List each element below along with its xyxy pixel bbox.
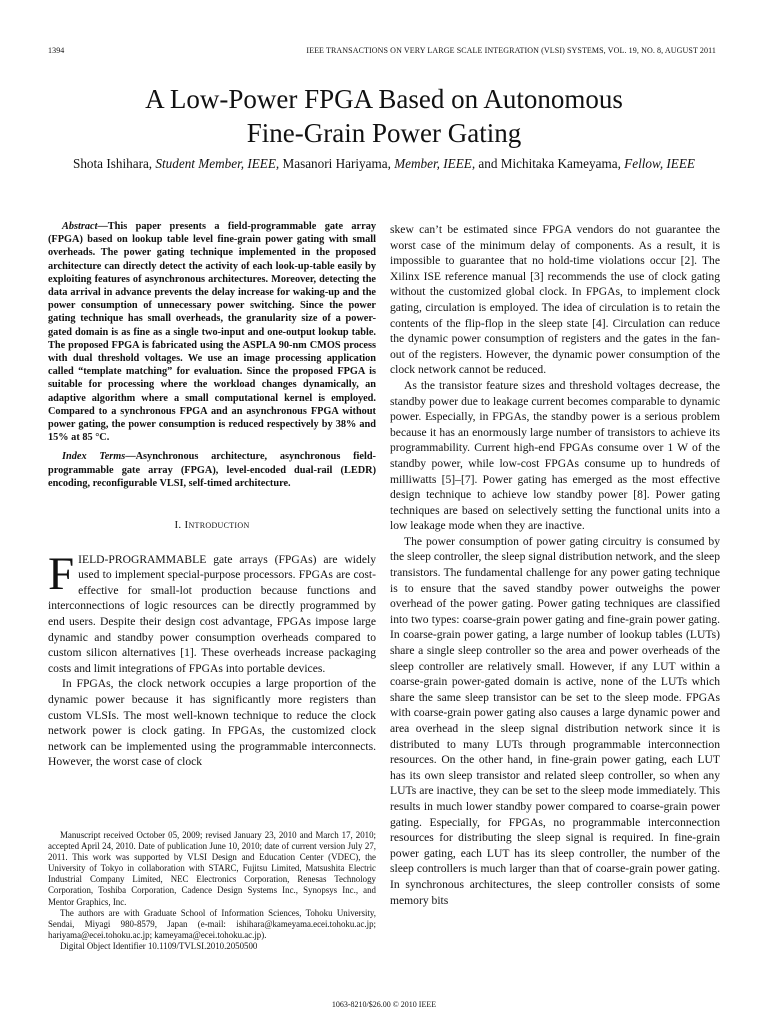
index-terms-lead: Index Terms: [62, 451, 126, 463]
drop-cap: F: [48, 547, 75, 600]
right-paragraph-2: As the transistor feature sizes and threshold voltages decrease, the standby power due to leakage current becomes comparable to dynamic power. Especially, in FPGAs, the standby power is a serious problem because it has an enormously large number of transistors to achieve its programmability. Current high-end FPGAs consume over 1 W of the standby power, while low-cost FPGAs consume up to hundreds of milliwatts [5]–[7]. Power gating has emerged as the most effective design technique to achieve low standby power [8]. Power gating techniques are based on selectively setting the functional units into a low leakage mode when they are inactive.: [390, 378, 720, 533]
author-1-affiliation: Student Member, IEEE,: [155, 156, 280, 171]
author-3-name: Michitaka Kameyama,: [500, 156, 621, 171]
title-line-2: Fine-Grain Power Gating: [246, 118, 522, 148]
title-line-1: A Low-Power FPGA Based on Autonomous: [145, 84, 623, 114]
author-conjunction: and: [478, 156, 498, 171]
footnotes: [48, 830, 376, 952]
author-1-name: Shota Ishihara,: [73, 156, 153, 171]
author-2-name: Masanori Hariyama,: [282, 156, 391, 171]
footnote-doi: Digital Object Identifier 10.1109/TVLSI.2010.2050500: [60, 940, 258, 951]
abstract-text: —This paper presents a field-programmable gate array (FPGA) based on lookup table level fine-grain power gating with small overheads. The power gating technique implemented in the proposed architecture can directly detect the activity of each look-up-table easily by exploiting features of asynchronous architectures. Moreover, detecting the data arrival in advance prevents the delay increase for waking-up and the power consumption of unnecessary power switching. Since the power gating technique has small overheads, the granularity size of a power-gated domain is as fine as a single two-input and one-output lookup table. The proposed FPGA is fabricated using the ASPLA 90-nm CMOS process with dual threshold voltages. We use an image processing application called “template matching” for evaluation. Since the proposed FPGA is suitable for processing where the workload changes dynamically, an adaptive algorithm where a small computational kernel is employed. Compared to a synchronous FPGA and an asynchronous FPGA without power gating, the power consumption is reduced respectively by 38% and 15% at 85 °C.: [48, 221, 376, 444]
copyright-footer: 1063-8210/$26.00 © 2010 IEEE: [331, 1000, 437, 1009]
running-head: [48, 46, 716, 55]
index-terms: [48, 450, 376, 490]
author-list: [40, 155, 728, 172]
intro-paragraph-1: [48, 547, 376, 677]
footnote-authors: The authors are with Graduate School of Information Sciences, Tohoku University, Sendai, Miyagi 980-8579, Japan (e-mail: ishihara@kameyama.ecei.tohoku.ac.jp; hariyama@ecei.tohoku.ac.jp; kameyama@ecei.tohoku.ac.jp).: [48, 907, 376, 940]
section-heading-introduction: I. Introduction: [174, 519, 250, 532]
paper-title: [40, 82, 728, 150]
intro-paragraph-2: In FPGAs, the clock network occupies a large proportion of the dynamic power because it has significantly more registers than custom VLSIs. The most well-known technique to reduce the clock network power is clock gating. In FPGAs, the customized clock network can be implemented using the programmable interconnects. However, the worst case of clock: [48, 677, 376, 769]
right-column: [390, 222, 720, 908]
author-3-affiliation: Fellow, IEEE: [624, 156, 695, 171]
author-2-affiliation: Member, IEEE,: [394, 156, 476, 171]
right-paragraph-3: The power consumption of power gating circuitry is consumed by the sleep controller, the sleep signal distribution network, and the sleep transistors. The fundamental challenge for any power gating technique is to ensure that the saved standby power outweighs the power overhead of the power gating. Power gating techniques are classified into two types: coarse-grain power gating and fine-grain power gating. In coarse-grain power gating, a large number of lookup tables (LUTs) share a single sleep controller so the area and power overheads of the sleep controller are relatively small. However, if any LUT within a coarse-grain power-gated domain is active, none of the LUTs which share the same sleep transistor can be set to the sleep mode. FPGAs with coarse-grain power gating also causes a large dynamic power and area overhead in the sleep signal distribution network since it is distributed to many LUTs through programmable interconnection resources. On the other hand, in fine-grain power gating, each LUT has its own sleep transistor and related sleep controller, so when any LUTs are inactive, they can be set to the sleep mode immediately. This results in much lower standby power compared to coarse-grain power gating. Especially, for FPGAs, no programmable interconnection resources for distributing the sleep signal is required. In fine-grain power gating, each LUT has its sleep controller, the number of the sleep controllers is much larger than that of coarse-grain power gating. In synchronous architectures, the sleep controller consists of some memory bits: [390, 534, 720, 907]
page-number: 1394: [48, 46, 65, 55]
abstract: [48, 220, 376, 444]
index-terms-text: —Asynchronous architecture, asynchronous field-programmable gate array (FPGA), level-encoded dual-rail (LEDR) encoding, reconfigurable VLSI, self-timed architecture.: [48, 451, 376, 489]
right-paragraph-1: skew can’t be estimated since FPGA vendors do not guarantee the worst case of the minimum delay of components. As a result, it is impossible to guarantee that no hold-time violations occur [2]. The Xilinx ISE reference manual [3] recommends the use of clock gating without the customized global clock. In FPGAs, to implement clock gating, circulation is employed. The idea of circulation is to retain the contents of the flip-flop in the sleep state [4]. Circulation can reduce the dynamic power consumption of registers and the gates in the fan-out of the registers. However, the dynamic power consumption of the clock network cannot be reduced.: [390, 223, 720, 377]
left-column: [48, 220, 376, 770]
journal-name: IEEE TRANSACTIONS ON VERY LARGE SCALE INTEGRATION (VLSI) SYSTEMS, VOL. 19, NO. 8, AUGUST 2011: [306, 46, 716, 55]
footnote-manuscript: Manuscript received October 05, 2009; revised January 23, 2010 and March 17, 2010; accepted April 24, 2010. Date of publication June 10, 2010; date of current version July 27, 2011. This work was supported by VLSI Design and Education Center (VDEC), the University of Tokyo in collaboration with STARC, Fujitsu Limited, Matsushita Electric Industrial Company Limited, NEC Electronics Corporation, Renesas Technology Corporation, Toshiba Corporation, Cadence Design Systems Inc., Synopsys Inc., and Mentor Graphics, Inc.: [48, 830, 376, 907]
abstract-lead: Abstract: [62, 221, 98, 232]
intro-paragraph-1-text: IELD-PROGRAMMABLE gate arrays (FPGAs) are widely used to implement special-purpose processors. FPGAs are cost-effective for small-lot production because functions and interconnections of logic resources can be directly programmed by end users. Despite their design cost advantage, FPGAs impose large dynamic and standby power consumption overheads compared to custom silicon alternatives [1]. These overheads increase packaging costs and limit integrations of FPGAs into portable devices.: [48, 552, 376, 675]
